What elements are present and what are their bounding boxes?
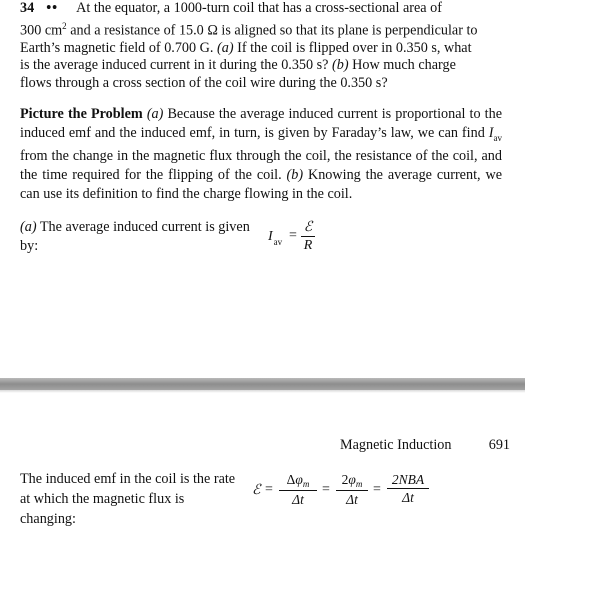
step-b-description: The induced emf in the coil is the rate at which the magnetic flux is changing: — [20, 471, 236, 527]
page-number: 691 — [488, 437, 510, 453]
page-break-shadow — [0, 390, 525, 393]
problem-number: 34 — [20, 0, 35, 16]
step-a-description: (a) The average induced current is given by: — [20, 219, 250, 254]
equation-average-current: $I_{av}$ = ℰ R — [268, 220, 328, 260]
fraction-delta-flux: $\Delta\varphi_m$ Δt — [279, 472, 317, 507]
equation-induced-emf: ℰ = $\Delta\varphi_m$ Δt = $2\varphi_m$ Δt = 2NBA Δt — [252, 470, 432, 512]
problem-statement: 34 •• At the equator, a 1000-turn coil that has a cross-sectional area of 300 $cm^2$ and a resistance of 15.0 Ω is aligned so that its plane is perpendicular to Earth’s magnetic field of 0.700 G. (a) If the coil is flipped over in 0.350 s, what is the average induced current in it during the 0.350 s? (b) How much charge flows through a cross section of the coil wire during the 0.350 s? — [20, 0, 478, 91]
problem-line-1: At the equator, a 1000-turn coil that has a cross-sectional area of — [76, 0, 442, 16]
page-break-bar — [0, 378, 525, 390]
chapter-title: Magnetic Induction — [340, 437, 452, 453]
fraction-2nba: 2NBA Δt — [387, 472, 429, 505]
fraction-emf-over-r: ℰ R — [301, 220, 315, 253]
fraction-two-flux: $2\varphi_m$ Δt — [336, 472, 368, 507]
picture-lead: Picture the Problem — [20, 106, 143, 122]
difficulty-dots: •• — [46, 0, 59, 16]
picture-the-problem: Picture the Problem (a) Because the average induced current is proportional to the induced emf and the induced emf, in turn, is given by Faraday’s law, we can find $I_{av}$ from the change in the magnetic flux through the coil, the resistance of the coil, and the time required for the flipping of the coil. (b) Knowing the average current, we can use its definition to find the charge flowing in the coil. — [20, 106, 503, 203]
page-header — [340, 437, 510, 454]
